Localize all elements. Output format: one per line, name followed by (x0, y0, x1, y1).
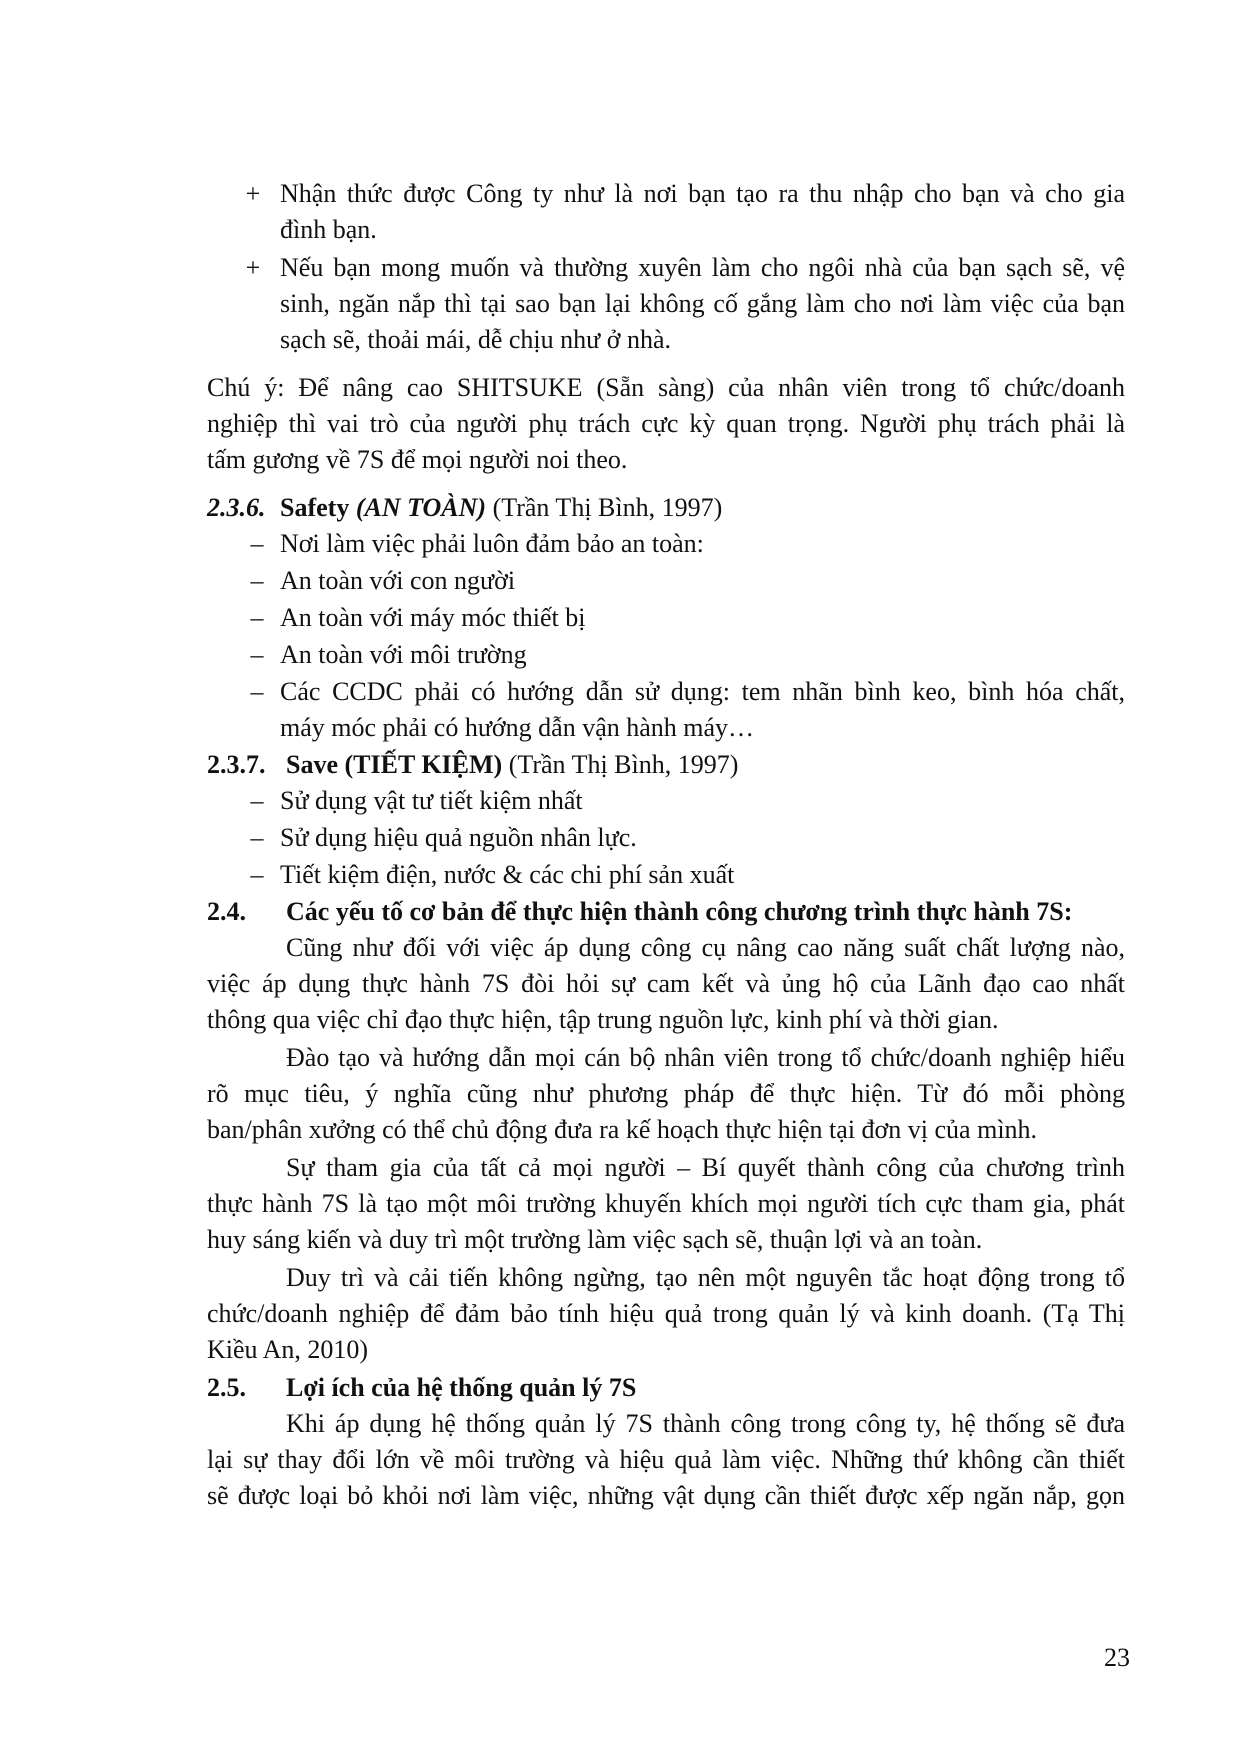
dash-item-text: Tiết kiệm điện, nước & các chi phí sản xuất (280, 860, 735, 889)
dash-item (0, 820, 1240, 856)
section-title-paren: (AN TOÀN) (355, 493, 487, 522)
paragraph-line: Sự tham gia của tất cả mọi người – Bí quyết thành công của chương trình (286, 1153, 1125, 1182)
section-number: 2.3.7. (207, 750, 266, 779)
dash-item-text: Sử dụng hiệu quả nguồn nhân lực. (280, 823, 637, 852)
page-number: 23 (1104, 1643, 1130, 1672)
paragraph-line-row (0, 1332, 1240, 1368)
section-title: Safety (280, 493, 350, 522)
bullet-text-line: sạch sẽ, thoải mái, dễ chịu như ở nhà. (280, 325, 672, 354)
section-title: Save (TIẾT KIỆM) (286, 750, 503, 779)
bullet-text-line: Nếu bạn mong muốn và thường xuyên làm cho ngôi nhà của bạn sạch sẽ, vệ (280, 253, 1125, 282)
paragraph-line: thực hành 7S là tạo một môi trường khuyến khích mọi người tích cực tham gia, phát (207, 1189, 1125, 1218)
dash-marker: – (250, 677, 264, 706)
paragraph-line-row (0, 1112, 1240, 1148)
dash-item (0, 637, 1240, 673)
paragraph-line-row (0, 1478, 1240, 1514)
dash-item-text: Nơi làm việc phải luôn đảm bảo an toàn: (280, 529, 704, 558)
paragraph-line: Duy trì và cải tiến không ngừng, tạo nên một nguyên tắc hoạt động trong tổ (286, 1263, 1125, 1292)
paragraph-line: rõ mục tiêu, ý nghĩa cũng như phương pháp để thực hiện. Từ đó mỗi phòng (207, 1079, 1125, 1108)
paragraph-line-row (0, 1186, 1240, 1222)
dash-item (0, 526, 1240, 562)
paragraph-line-row (0, 1296, 1240, 1332)
paragraph-line: sẽ được loại bỏ khỏi nơi làm việc, những vật dụng cần thiết được xếp ngăn nắp, gọn (207, 1481, 1125, 1510)
section-number: 2.5. (207, 1373, 246, 1402)
dash-item-text: Sử dụng vật tư tiết kiệm nhất (280, 786, 583, 815)
paragraph-line: lại sự thay đổi lớn về môi trường và hiệu quả làm việc. Những thứ không cần thiết (207, 1445, 1125, 1474)
bullet-text-line: sinh, ngăn nắp thì tại sao bạn lại không cố gắng làm cho nơi làm việc của bạn (280, 289, 1125, 318)
dash-item-text: An toàn với máy móc thiết bị (280, 603, 586, 632)
paragraph-line-row (0, 1002, 1240, 1038)
section-title: Các yếu tố cơ bản để thực hiện thành công chương trình thực hành 7S: (286, 897, 1073, 926)
paragraph-line: Kiều An, 2010) (207, 1335, 369, 1364)
paragraph-line-row (0, 1076, 1240, 1112)
paragraph (0, 1150, 1240, 1186)
dash-item-text: máy móc phải có hướng dẫn vận hành máy… (280, 713, 755, 742)
dash-item (0, 857, 1240, 893)
paragraph-line: Khi áp dụng hệ thống quản lý 7S thành công trong công ty, hệ thống sẽ đưa (286, 1409, 1125, 1438)
heading-2-3-7 (0, 747, 1240, 783)
heading-2-4 (0, 894, 1240, 930)
paragraph (0, 1040, 1240, 1076)
dash-marker: – (250, 529, 264, 558)
dash-marker: – (250, 603, 264, 632)
dash-item-continuation (0, 710, 1240, 746)
dash-item (0, 563, 1240, 599)
plus-marker: + (245, 179, 261, 208)
section-citation: (Trần Thị Bình, 1997) (508, 750, 739, 779)
paragraph-line-row (0, 966, 1240, 1002)
paragraph (0, 930, 1240, 966)
dash-item-text: An toàn với môi trường (280, 640, 527, 669)
plus-bullet-1 (0, 176, 1240, 212)
dash-item (0, 600, 1240, 636)
note-paragraph (0, 370, 1240, 406)
section-number: 2.3.6. (207, 493, 266, 522)
dash-item-text: An toàn với con người (280, 566, 516, 595)
dash-item (0, 674, 1240, 710)
paragraph-line: ban/phân xưởng có thể chủ động đưa ra kế hoạch thực hiện tại đơn vị của mình. (207, 1115, 1038, 1144)
dash-marker: – (250, 566, 264, 595)
note-line-row (0, 442, 1240, 478)
paragraph-line-row (0, 1442, 1240, 1478)
dash-marker: – (250, 640, 264, 669)
bullet-line-row (0, 322, 1240, 358)
note-line: nghiệp thì vai trò của người phụ trách cực kỳ quan trọng. Người phụ trách phải là (207, 409, 1125, 438)
dash-marker: – (250, 786, 264, 815)
heading-content (207, 490, 722, 526)
dash-item-text: Các CCDC phải có hướng dẫn sử dụng: tem nhãn bình keo, bình hóa chất, (280, 677, 1125, 706)
bullet-line-row (0, 286, 1240, 322)
dash-item (0, 783, 1240, 819)
paragraph-line: việc áp dụng thực hành 7S đòi hỏi sự cam kết và ủng hộ của Lãnh đạo cao nhất (207, 969, 1125, 998)
heading-2-5 (0, 1370, 1240, 1406)
section-number: 2.4. (207, 897, 246, 926)
note-line: tấm gương về 7S để mọi người noi theo. (207, 445, 628, 474)
heading-2-3-6 (0, 490, 1240, 526)
paragraph (0, 1406, 1240, 1442)
dash-marker: – (250, 860, 264, 889)
note-line: Chú ý: Để nâng cao SHITSUKE (Sẵn sàng) của nhân viên trong tổ chức/doanh (207, 373, 1125, 402)
note-line-row (0, 406, 1240, 442)
paragraph-line: chức/doanh nghiệp để đảm bảo tính hiệu quả trong quản lý và kinh doanh. (Tạ Thị (207, 1299, 1125, 1328)
paragraph (0, 1260, 1240, 1296)
section-citation: (Trần Thị Bình, 1997) (492, 493, 723, 522)
dash-marker: – (250, 823, 264, 852)
section-title: Lợi ích của hệ thống quản lý 7S (286, 1373, 637, 1402)
paragraph-line: Cũng như đối với việc áp dụng công cụ nâng cao năng suất chất lượng nào, (286, 933, 1125, 962)
paragraph-line: thông qua việc chỉ đạo thực hiện, tập trung nguồn lực, kinh phí và thời gian. (207, 1005, 999, 1034)
bullet-line-row (0, 212, 1240, 248)
bullet-text-line: Nhận thức được Công ty như là nơi bạn tạo ra thu nhập cho bạn và cho gia (280, 179, 1125, 208)
heading-content (207, 747, 738, 783)
plus-marker: + (245, 253, 261, 282)
paragraph-line: huy sáng kiến và duy trì một trường làm việc sạch sẽ, thuận lợi và an toàn. (207, 1225, 983, 1254)
plus-bullet-2 (0, 250, 1240, 286)
bullet-text-line: đình bạn. (280, 215, 377, 244)
paragraph-line: Đào tạo và hướng dẫn mọi cán bộ nhân viên trong tổ chức/doanh nghiệp hiểu (286, 1043, 1125, 1072)
paragraph-line-row (0, 1222, 1240, 1258)
